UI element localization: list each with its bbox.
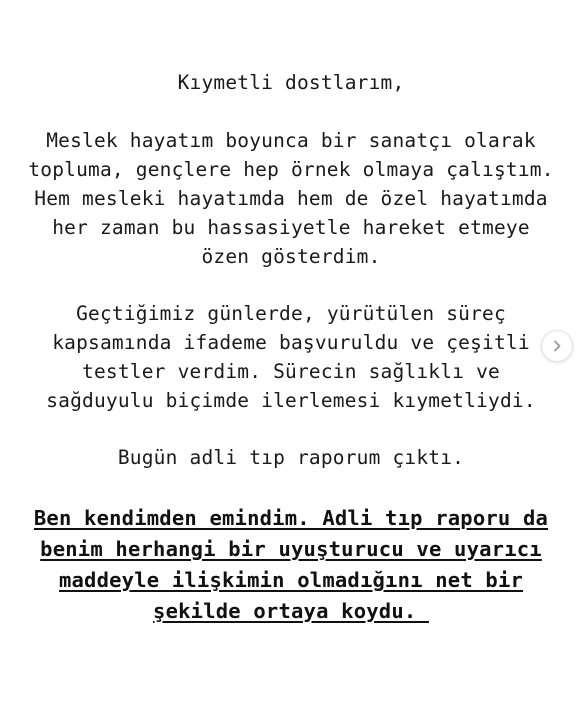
paragraph-1-line: Hem mesleki hayatımda hem de özel hayatımda	[34, 187, 548, 210]
paragraph-1-line: topluma, gençlere hep örnek olmaya çalıştım.	[28, 158, 554, 181]
greeting-text: Kıymetli dostlarım,	[177, 71, 405, 94]
paragraph-2-line: testler verdim. Sürecin sağlıklı ve	[82, 360, 500, 383]
chevron-right-icon	[550, 339, 564, 353]
carousel-next-button[interactable]	[541, 330, 573, 362]
greeting-block	[0, 68, 582, 97]
paragraph-4-line: Ben kendimden emindim. Adli tıp raporu da	[33, 506, 549, 530]
paragraph-4-line: benim herhangi bir uyuşturucu ve uyarıcı	[40, 537, 542, 561]
paragraph-1	[0, 126, 582, 271]
paragraph-4-line: maddeyle ilişkimin olmadığını net bir	[58, 568, 524, 592]
paragraph-2-line: Geçtiğimiz günlerde, yürütülen süreç	[76, 302, 506, 325]
paragraph-1-line: Meslek hayatım boyunca bir sanatçı olarak	[46, 129, 536, 152]
paragraph-1-line: her zaman bu hassasiyetle hareket etmeye	[52, 216, 530, 239]
paragraph-2-line: kapsamında ifademe başvuruldu ve çeşitli	[52, 331, 530, 354]
paragraph-4-emphasis	[0, 503, 582, 627]
paragraph-3	[0, 443, 582, 472]
paragraph-2	[0, 299, 582, 415]
paragraph-3-line: Bugün adli tıp raporum çıktı.	[117, 446, 465, 469]
paragraph-2-line: sağduyulu biçimde ilerlemesi kıymetliydi.	[46, 389, 536, 412]
paragraph-1-line: özen gösterdim.	[201, 245, 381, 268]
paragraph-4-line: şekilde ortaya koydu.	[153, 599, 429, 623]
